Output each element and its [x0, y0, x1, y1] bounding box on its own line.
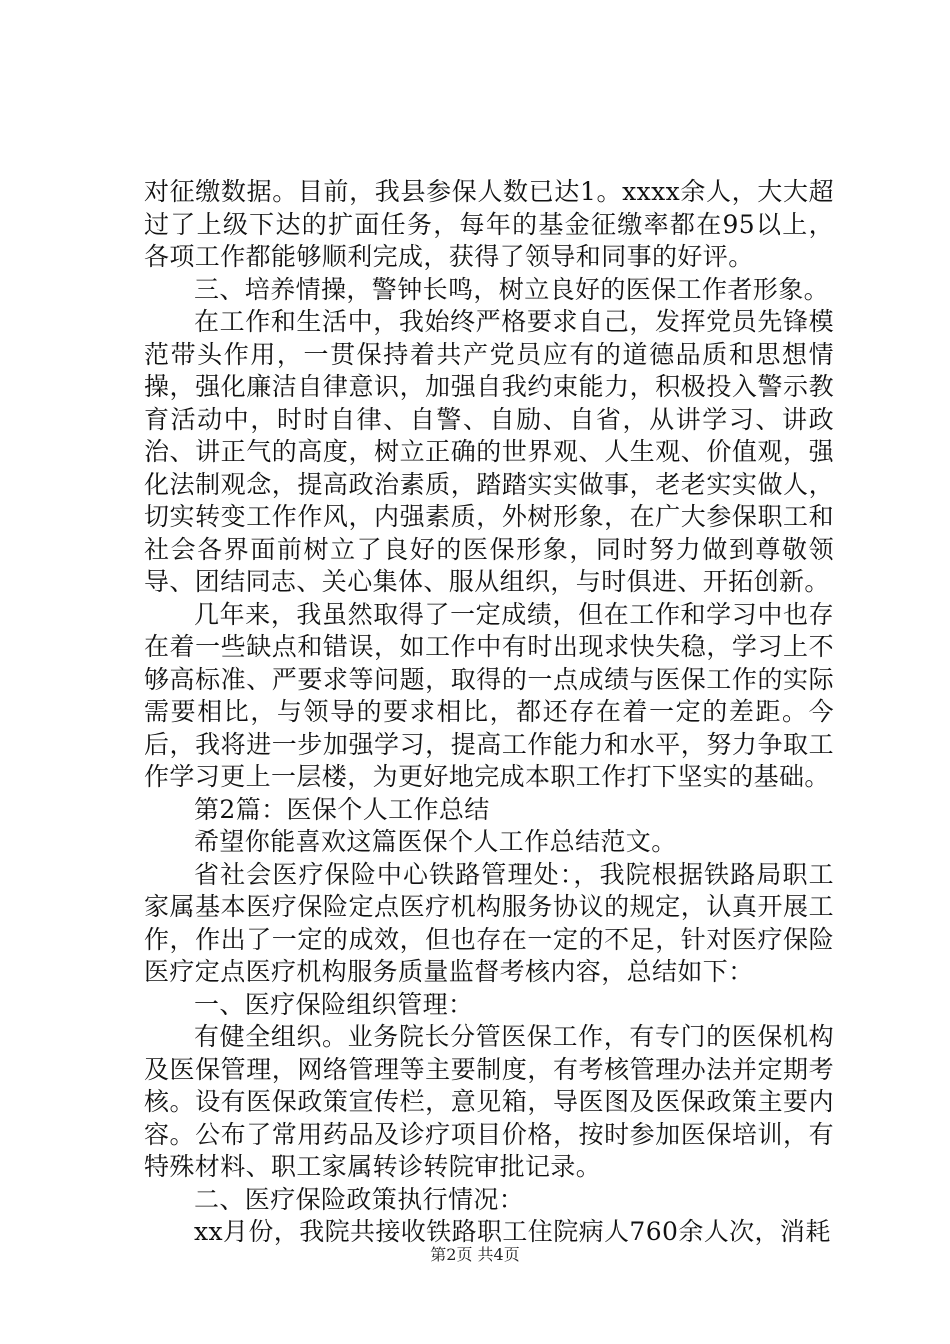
page-number: 第2页 共4页	[430, 1245, 520, 1264]
section-heading: 二、医疗保险政策执行情况：	[194, 1184, 525, 1214]
section-heading: 三、培养情操，警钟长鸣，树立良好的医保工作者形象。	[194, 274, 830, 304]
document-body	[144, 176, 834, 1249]
section-heading: 一、医疗保险组织管理：	[194, 989, 474, 1019]
paragraph: 对征缴数据。目前，我县参保人数已达1。xxxx余人，大大超过了上级下达的扩面任务，每年的基金征缴率都在95以上，各项工作都能够顺利完成，获得了领导和同事的好评。	[144, 177, 834, 271]
paragraph: 几年来，我虽然取得了一定成绩，但在工作和学习中也存在着一些缺点和错误，如工作中有时出现求快失稳，学习上不够高标准、严要求等问题，取得的一点成绩与医保工作的实际需要相比，与领导的要求相比，都还存在着一定的差距。今后，我将进一步加强学习，提高工作能力和水平，努力争取工作学习更上一层楼，为更好地完成本职工作打下坚实的基础。	[144, 599, 834, 791]
paragraph: 在工作和生活中，我始终严格要求自己，发挥党员先锋模范带头作用，一贯保持着共产党员应有的道德品质和思想情操，强化廉洁自律意识，加强自我约束能力，积极投入警示教育活动中，时时自律、自警、自励、自省，从讲学习、讲政治、讲正气的高度，树立正确的世界观、人生观、价值观，强化法制观念，提高政治素质，踏踏实实做事，老老实实做人，切实转变工作作风，内强素质，外树形象，在广大参保职工和社会各界面前树立了良好的医保形象，同时努力做到尊敬领导、团结同志、关心集体、服从组织，与时俱进、开拓创新。	[144, 307, 834, 596]
article-heading: 第2篇：医保个人工作总结	[194, 794, 490, 824]
paragraph: xx月份，我院共接收铁路职工住院病人760余人次，消耗	[194, 1217, 831, 1246]
paragraph: 有健全组织。业务院长分管医保工作，有专门的医保机构及医保管理，网络管理等主要制度，有考核管理办法并定期考核。设有医保政策宣传栏，意见箱，导医图及医保政策主要内容。公布了常用药品及诊疗项目价格，按时参加医保培训，有特殊材料、职工家属转诊转院审批记录。	[144, 1022, 834, 1181]
page-footer	[0, 1245, 950, 1265]
paragraph: 省社会医疗保险中心铁路管理处：，我院根据铁路局职工家属基本医疗保险定点医疗机构服务协议的规定，认真开展工作，作出了一定的成效，但也存在一定的不足，针对医疗保险医疗定点医疗机构服务质量监督考核内容，总结如下：	[144, 859, 834, 986]
paragraph: 希望你能喜欢这篇医保个人工作总结范文。	[194, 827, 677, 856]
